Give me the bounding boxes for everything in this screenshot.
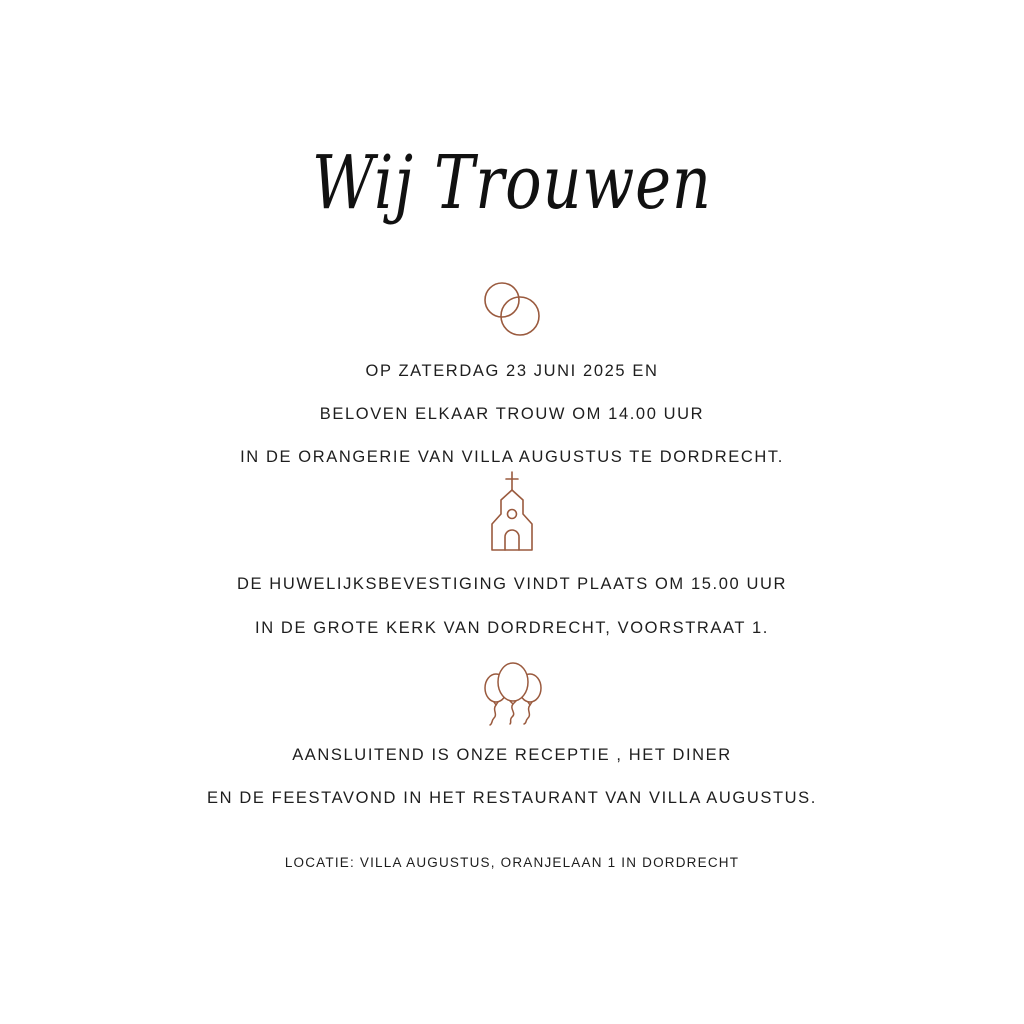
title-text: Wij Trouwen — [312, 140, 712, 226]
balloons-icon — [482, 660, 544, 726]
church-line-1: DE HUWELIJKSBEVESTIGING VINDT PLAATS OM 15.00 UUR — [237, 575, 787, 593]
ceremony-line-3: IN DE ORANGERIE VAN VILLA AUGUSTUS TE DORDRECHT. — [240, 448, 784, 466]
reception-line-1: AANSLUITEND IS ONZE RECEPTIE , HET DINER — [292, 746, 732, 764]
church-line-2: IN DE GROTE KERK VAN DORDRECHT, VOORSTRAAT 1. — [255, 619, 769, 637]
ceremony-line-2: BELOVEN ELKAAR TROUW OM 14.00 UUR — [319, 405, 705, 423]
invitation-title — [0, 96, 1024, 271]
rings-icon — [480, 280, 544, 340]
reception-line-2: EN DE FEESTAVOND IN HET RESTAURANT VAN VILLA AUGUSTUS. — [207, 789, 817, 807]
location-line: LOCATIE: VILLA AUGUSTUS, ORANJELAAN 1 IN DORDRECHT — [284, 855, 740, 870]
church-icon — [488, 470, 536, 552]
ceremony-line-1: OP ZATERDAG 23 JUNI 2025 EN — [365, 362, 659, 380]
